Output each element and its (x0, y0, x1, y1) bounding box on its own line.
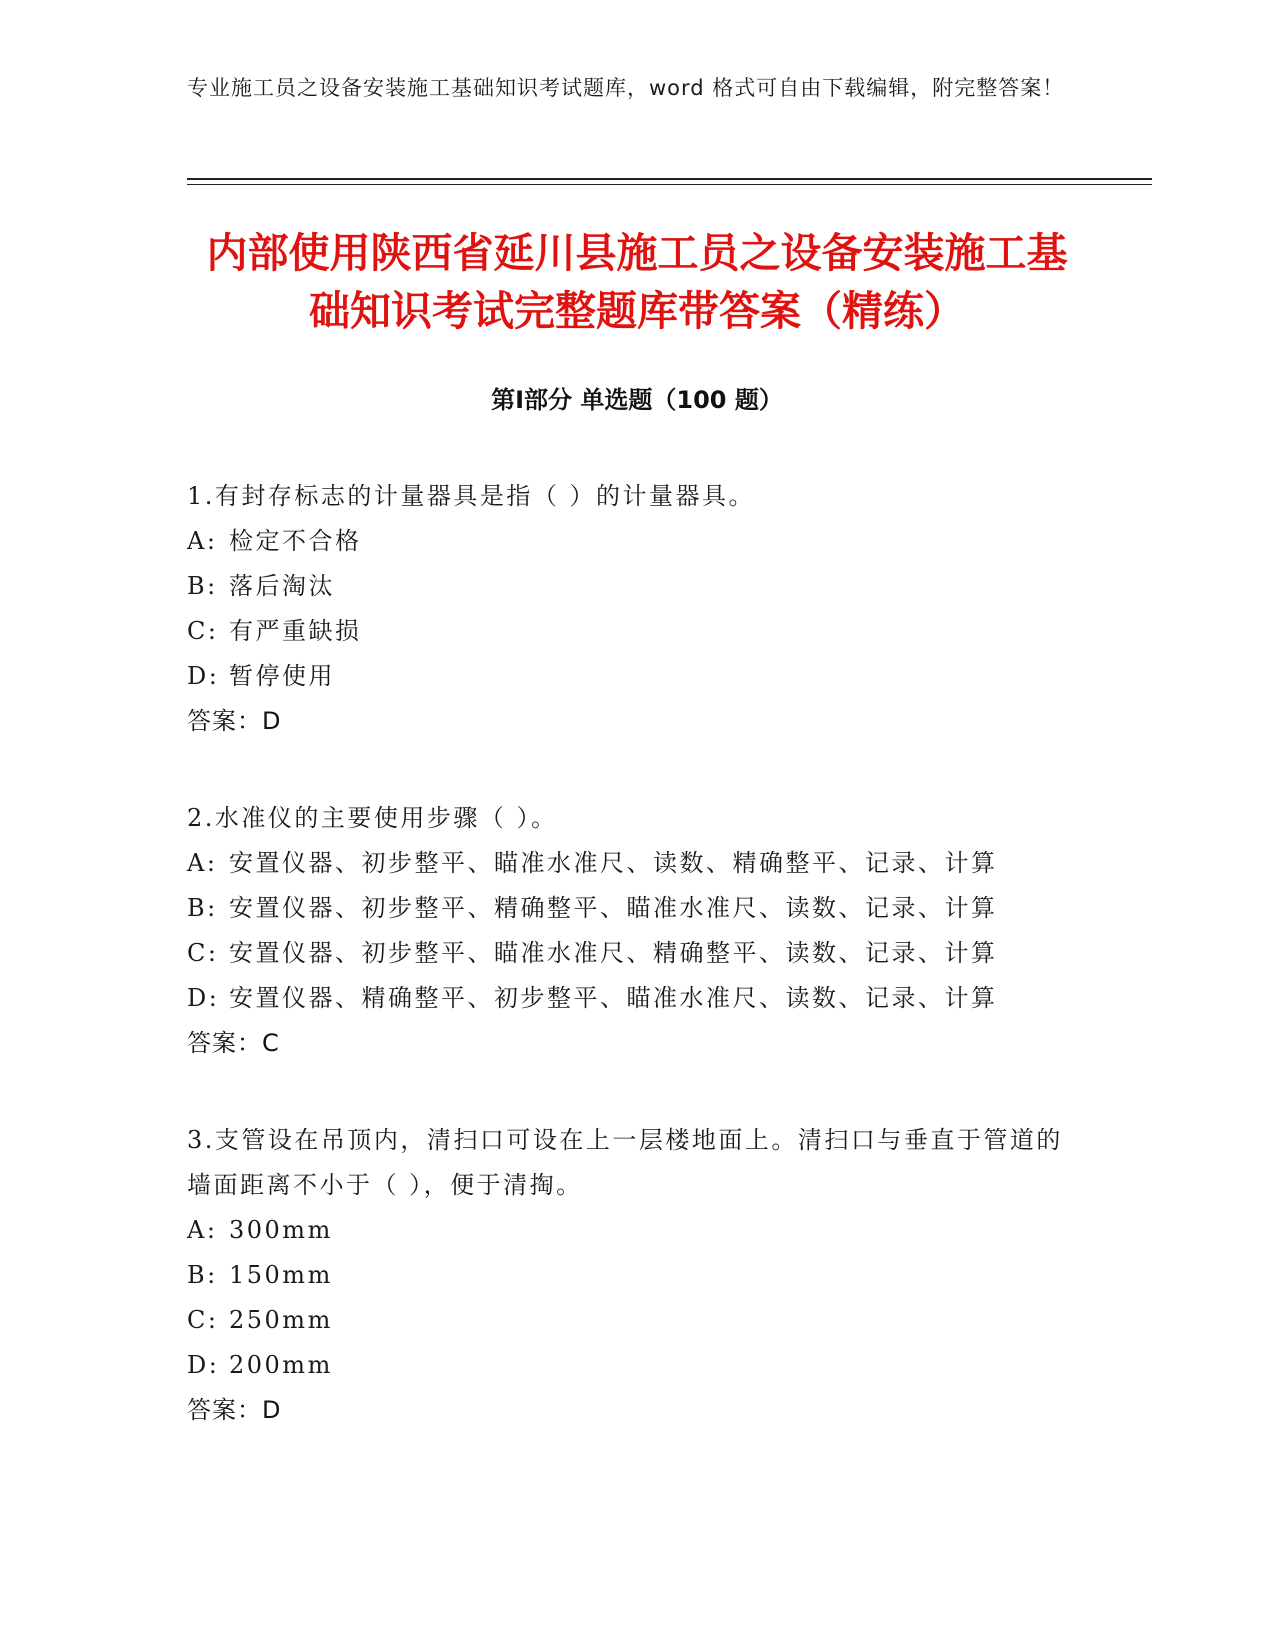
option-d (187, 1343, 1087, 1388)
option-text: 300mm (229, 1216, 333, 1244)
answer: 答案：D (187, 707, 282, 735)
option-letter: B: (187, 1261, 218, 1289)
question-list (187, 474, 1087, 1485)
answer: 答案：C (187, 1029, 280, 1057)
option-text: 250mm (229, 1306, 333, 1334)
option-text: 安置仪器、初步整平、瞄准水准尺、精确整平、读数、记录、计算 (229, 939, 998, 967)
option-letter: A: (187, 527, 218, 555)
header-note: 专业施工员之设备安装施工基础知识考试题库，word 格式可自由下载编辑，附完整答案！ (187, 76, 1065, 100)
option-text: 200mm (229, 1351, 333, 1379)
answer: 答案：D (187, 1396, 282, 1424)
option-text: 150mm (229, 1261, 333, 1289)
option-text: 安置仪器、初步整平、精确整平、瞄准水准尺、读数、记录、计算 (229, 894, 998, 922)
option-letter: A: (187, 1216, 218, 1244)
option-b (187, 886, 1087, 931)
question-stem: 3.支管设在吊顶内，清扫口可设在上一层楼地面上。清扫口与垂直于管道的墙面距离不小于（ ），便于清掏。 (187, 1126, 1063, 1199)
option-letter: D: (187, 984, 220, 1012)
option-text: 检定不合格 (229, 527, 362, 555)
option-d (187, 976, 1087, 1021)
option-letter: D: (187, 662, 220, 690)
option-a (187, 1208, 1087, 1253)
option-letter: B: (187, 572, 218, 600)
option-letter: C: (187, 939, 219, 967)
question-1 (187, 474, 1087, 744)
section-title: 第Ⅰ部分 单选题（100 题） (491, 386, 783, 414)
question-stem: 2.水准仪的主要使用步骤（ ）。 (187, 804, 558, 832)
option-d (187, 654, 1087, 699)
option-text: 安置仪器、精确整平、初步整平、瞄准水准尺、读数、记录、计算 (229, 984, 998, 1012)
option-letter: D: (187, 1351, 220, 1379)
option-text: 有严重缺损 (229, 617, 362, 645)
option-text: 安置仪器、初步整平、瞄准水准尺、读数、精确整平、记录、计算 (229, 849, 998, 877)
question-2 (187, 796, 1087, 1066)
header-rule-thin (187, 184, 1152, 185)
option-c (187, 1298, 1087, 1343)
option-a (187, 841, 1087, 886)
option-b (187, 1253, 1087, 1298)
option-letter: B: (187, 894, 218, 922)
option-text: 暂停使用 (229, 662, 335, 690)
option-letter: A: (187, 849, 218, 877)
option-letter: C: (187, 617, 219, 645)
option-b (187, 564, 1087, 609)
header-rule-thick (187, 178, 1152, 180)
question-3 (187, 1118, 1087, 1433)
option-text: 落后淘汰 (229, 572, 335, 600)
option-c (187, 931, 1087, 976)
option-a (187, 519, 1087, 564)
question-stem: 1.有封存标志的计量器具是指（ ）的计量器具。 (187, 482, 756, 510)
option-letter: C: (187, 1306, 219, 1334)
document-title: 内部使用陕西省延川县施工员之设备安装施工基础知识考试完整题库带答案（精练） (206, 229, 1068, 335)
option-c (187, 609, 1087, 654)
